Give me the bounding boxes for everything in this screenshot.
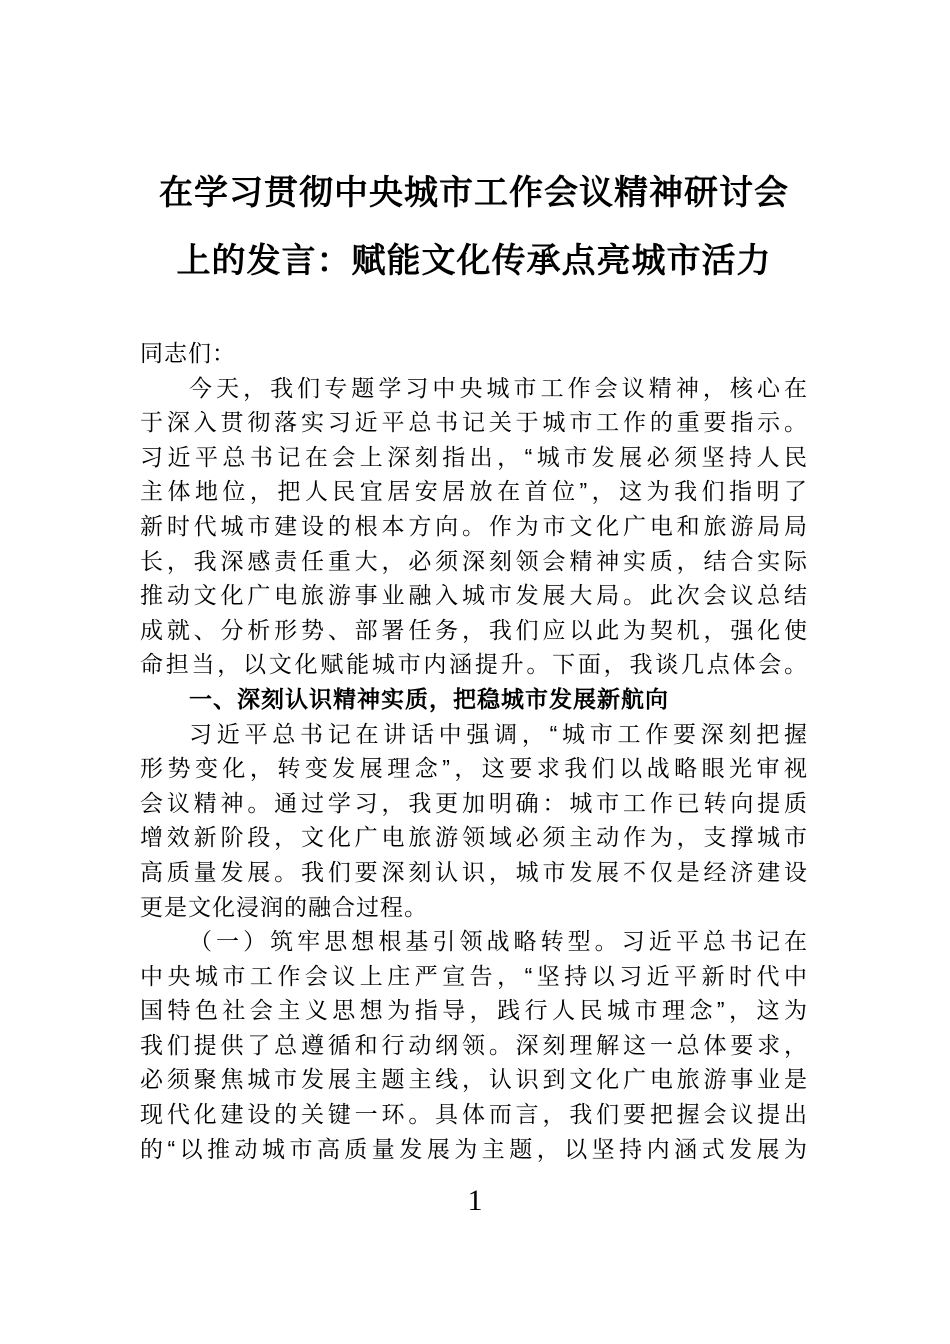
body-line: 高质量发展。我们要深刻认识，城市发展不仅是经济建设 bbox=[140, 858, 808, 885]
document-title bbox=[140, 159, 808, 295]
body-line: 国特色社会主义思想为指导，践行人民城市理念”，这为 bbox=[140, 997, 808, 1024]
body-line: 更是文化浸润的融合过程。 bbox=[140, 893, 428, 920]
body-line: 命担当，以文化赋能城市内涵提升。下面，我谈几点体会。 bbox=[140, 651, 808, 678]
body-line: 主体地位，把人民宜居安居放在首位”，这为我们指明了 bbox=[140, 478, 808, 505]
body-line: 必须聚焦城市发展主题主线，认识到文化广电旅游事业是 bbox=[140, 1066, 808, 1093]
body-line: 成就、分析形势、部署任务，我们应以此为契机，强化使 bbox=[140, 616, 808, 643]
body-line: 于深入贯彻落实习近平总书记关于城市工作的重要指示。 bbox=[140, 409, 808, 436]
body-line: 增效新阶段，文化广电旅游领域必须主动作为，支撑城市 bbox=[140, 824, 808, 851]
body-line: 会议精神。通过学习，我更加明确：城市工作已转向提质 bbox=[140, 789, 808, 816]
body-line: 现代化建设的关键一环。具体而言，我们要把握会议提出 bbox=[140, 1101, 808, 1128]
body-line: 形势变化，转变发展理念”，这要求我们以战略眼光审视 bbox=[140, 755, 808, 782]
body-line: 习近平总书记在讲话中强调，“城市工作要深刻把握 bbox=[189, 720, 808, 747]
body-line: 的“以推动城市高质量发展为主题，以坚持内涵式发展为 bbox=[140, 1135, 808, 1162]
document-body bbox=[140, 336, 808, 1166]
body-line: 推动文化广电旅游事业融入城市发展大局。此次会议总结 bbox=[140, 582, 808, 609]
body-line: 同志们： bbox=[140, 340, 236, 366]
document-title-line-1: 在学习贯彻中央城市工作会议精神研讨会 bbox=[159, 174, 789, 212]
body-line: 中央城市工作会议上庄严宣告，“坚持以习近平新时代中 bbox=[140, 962, 808, 989]
section-heading: 一、深刻认识精神实质，把稳城市发展新航向 bbox=[189, 685, 669, 712]
body-line: 我们提供了总遵循和行动纲领。深刻理解这一总体要求， bbox=[140, 1031, 808, 1058]
body-line: 今天，我们专题学习中央城市工作会议精神，核心在 bbox=[189, 374, 808, 401]
body-line: 习近平总书记在会上深刻指出，“城市发展必须坚持人民 bbox=[140, 443, 808, 470]
body-line: 新时代城市建设的根本方向。作为市文化广电和旅游局局 bbox=[140, 512, 808, 539]
document-title-line-2: 上的发言：赋能文化传承点亮城市活力 bbox=[176, 242, 772, 280]
body-line: （一）筑牢思想根基引领战略转型。习近平总书记在 bbox=[189, 928, 808, 955]
page-number: 1 bbox=[467, 1184, 483, 1217]
body-line: 长，我深感责任重大，必须深刻领会精神实质，结合实际 bbox=[140, 547, 808, 574]
